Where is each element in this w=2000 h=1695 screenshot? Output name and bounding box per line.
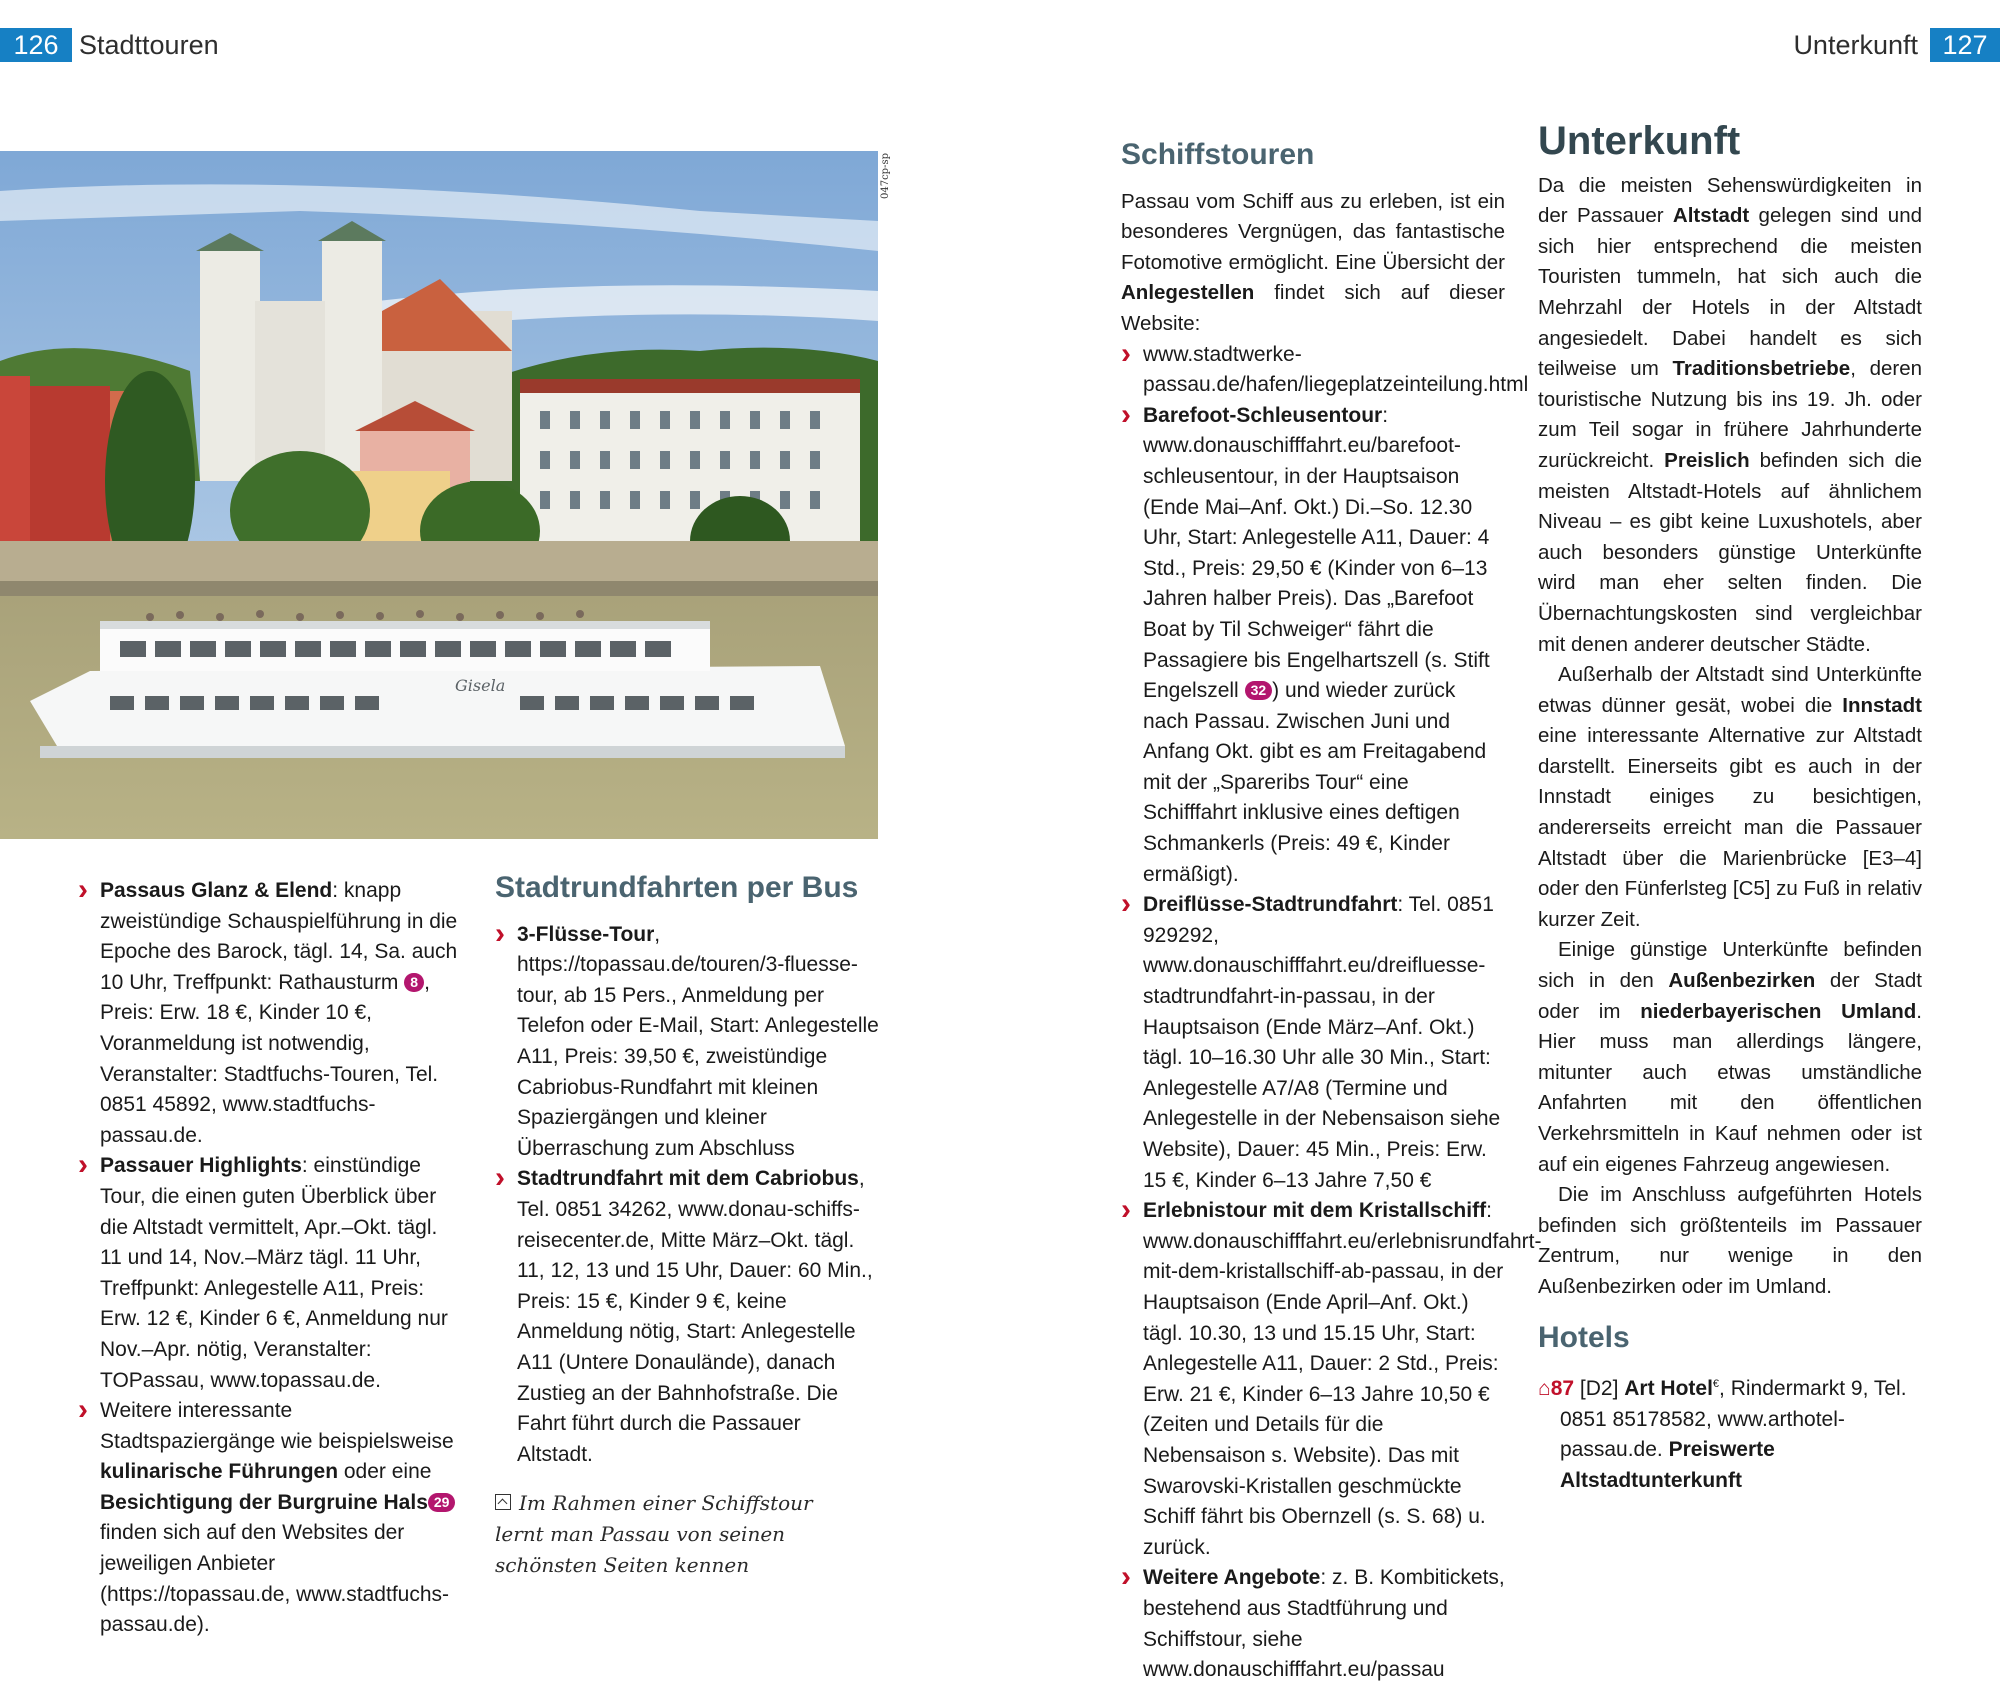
list-item: › Barefoot-Schleusentour: www.donauschifffahrt.eu/barefoot-schleusentour, in der Hauptsaison (Ende Mai–Anf. Okt.) Di.–So. 12.30 Uhr, Start: Anlegestelle A11, Dauer: 4 Std., Preis: 29,50 € (Kinder von 6–13 Jahren halber Preis). Das „Barefoot Boat by Til Schweiger“ fährt die Passagiere bis Engelhartszell (s. Stift Engelszell 32 ) und wieder zurück nach Passau. Zwischen Juni und Anfang Okt. gibt es am Freitagabend mit der „Spareribs Tour“ eine Schifffahrt inklusive eines deftigen Schmankerls (Preis: 49 €, Kinder ermäßigt).	[1121, 401, 1505, 891]
photo-credit: 047cp-sp	[880, 153, 891, 200]
list-item: › Passaus Glanz & Elend: knapp zweistündige Schauspielführung in die Epoche des Barock, tägl. 14, Sa. auch 10 Uhr, Treffpunkt: Rathausturm 8 , Preis: Erw. 18 €, Kinder 10 €, Voranmeldung ist notwendig, Veranstalter: Stadtfuchs-Touren, Tel. 0851 45892, www.stadtfuchs-passau.de.	[78, 876, 460, 1151]
accommodation-heading: Unterkunft	[1538, 119, 1741, 163]
list-item: › 3-Flüsse-Tour, https://topassau.de/touren/3-fluesse-tour, ab 15 Pers., Anmeldung per Telefon oder E-Mail, Start: Anlegestelle A11, Preis: 39,50 €, zweistündige Cabriobus-Rundfahrt mit kleinen Spaziergängen und kleiner Überraschung zum Abschluss	[495, 920, 880, 1165]
left-tour-list	[78, 876, 460, 1641]
right-running-title: Unterkunft	[1793, 30, 1918, 60]
hotels-heading: Hotels	[1538, 1320, 1630, 1354]
bus-tours-section	[495, 873, 880, 1470]
list-item: › Dreiflüsse-Stadtrundfahrt: Tel. 0851 929292, www.donauschifffahrt.eu/dreifluesse-stadtrundfahrt-in-passau, in der Hauptsaison (Ende März–Anf. Okt.) tägl. 10–16.30 Uhr alle 30 Min., Start: Anlegestelle A7/A8 (Termine und Anlegestelle in der Nebensaison siehe Website), Dauer: 45 Min., Preis: Erw. 15 €, Kinder 6–13 Jahre 7,50 €	[1121, 890, 1505, 1196]
ship-section-heading: Schiffstouren	[1121, 138, 1315, 171]
right-page-number: 127	[1930, 28, 2000, 62]
list-item: › www.stadtwerke-passau.de/hafen/liegeplatzeinteilung.html	[1121, 340, 1505, 401]
list-item: › Weitere Angebote: z. B. Kombitickets, bestehend aus Stadtführung und Schiffstour, siehe www.donauschifffahrt.eu/passau	[1121, 1563, 1505, 1685]
map-marker-badge: 29	[428, 1493, 456, 1512]
caption-arrow-icon	[495, 1494, 511, 1510]
bus-section-heading: Stadtrundfahrten per Bus	[495, 871, 859, 904]
hotel-icon: ⌂87	[1538, 1377, 1575, 1401]
list-item: › Passauer Highlights: einstündige Tour, die einen guten Überblick über die Altstadt vermittelt, Apr.–Okt. tägl. 11 und 14, Nov.–März tägl. 11 Uhr, Treffpunkt: Anlegestelle A11, Preis: Erw. 12 €, Kinder 6 €, Anmeldung nur Nov.–Apr. nötig, Veranstalter: TOPassau, www.topassau.de.	[78, 1151, 460, 1396]
list-item: › Stadtrundfahrt mit dem Cabriobus, Tel. 0851 34262, www.donau-schiffs-reisecenter.de, Mitte März–Okt. tägl. 11, 12, 13 und 15 Uhr, Dauer: 60 Min., Preis: 15 €, Kinder 9 €, keine Anmeldung nötig, Start: Anlegestelle A11 (Untere Donaulände), danach Zustieg an der Bahnhofstraße. Die Fahrt führt durch die Passauer Altstadt.	[495, 1164, 880, 1470]
ship-tours-section	[1121, 138, 1542, 1686]
left-running-title: Stadttouren	[79, 30, 219, 60]
left-page-number: 126	[0, 28, 72, 62]
hotel-entry: ⌂87 [D2] Art Hotel€, Rindermarkt 9, Tel. 0851 85178582, www.arthotel-passau.de. Preiswerte Altstadtunterkunft	[1538, 1377, 1907, 1492]
list-item: › Erlebnistour mit dem Kristallschiff: www.donauschifffahrt.eu/erlebnisrundfahrt-mit-dem-kristallschiff-ab-passau, in der Hauptsaison (Ende April–Anf. Okt.) tägl. 10.30, 13 und 15.15 Uhr, Start: Anlegestelle A11, Dauer: 2 Std., Preis: Erw. 21 €, Kinder 6–13 Jahre 10,50 € (Zeiten und Details für die Nebensaison s. Website). Das mit Swarovski-Kristallen geschmückte Schiff fährt bis Obernzell (s. S. 68) u. zurück.	[1121, 1196, 1505, 1563]
passau-river-photo	[0, 151, 878, 839]
accommodation-paragraph: Einige günstige Unterkünfte befinden sich in den Außenbezirken der Stadt oder im niederbayerischen Umland. Hier muss man allerdings längere, mitunter auch etwas umständliche Anfahrten mit den öffentlichen Verkehrsmitteln in Kauf nehmen oder ist auf ein eigenes Fahrzeug angewiesen.	[1538, 938, 1922, 1176]
accommodation-paragraph: Außerhalb der Altstadt sind Unterkünfte etwas dünner gesät, wobei die Innstadt eine interessante Alternative zur Altstadt darstellt. Einerseits gibt es auch in der Innstadt einiges zu besichtigen, andererseits erreicht man die Passauer Altstadt über die Marienbrücke [E3–4] oder den Fünferlsteg [C5] zu Fuß in relativ kurzer Zeit.	[1538, 663, 1922, 931]
ship-intro: Passau vom Schiff aus zu erleben, ist ein besonderes Vergnügen, das fantastische Fotomotive ermöglicht. Eine Übersicht der Anlegestellen findet sich auf dieser Website:	[1121, 189, 1505, 335]
list-item: › Weitere interessante Stadtspaziergänge wie beispielsweise kulinarische Führungen oder eine Besichtigung der Burgruine Hals 29 finden sich auf den Websites der jeweiligen Anbieter (https://topassau.de, www.stadtfuchs-passau.de).	[78, 1396, 460, 1641]
photo-caption: Im Rahmen einer Schiffstour lernt man Passau von seinen schönsten Seiten kennen	[495, 1491, 813, 1577]
map-marker-badge: 32	[1245, 681, 1273, 700]
svg-text:Gisela: Gisela	[455, 676, 506, 695]
accommodation-section	[1538, 119, 1922, 1497]
accommodation-paragraph: Da die meisten Sehenswürdigkeiten in der Passauer Altstadt gelegen sind und sich hier entsprechend die meisten Touristen tummeln, hat sich auch die Mehrzahl der Hotels in der Altstadt angesiedelt. Dabei handelt es sich teilweise um Traditionsbetriebe, deren touristische Nutzung bis ins 19. Jh. oder zum Teil sogar in frühere Jahrhunderte zurückreicht. Preislich befinden sich die meisten Altstadt-Hotels auf ähnlichem Niveau – es gibt keine Luxushotels, aber auch besonders günstige Unterkünfte wird man eher selten finden. Die Übernachtungskosten sind vergleichbar mit denen anderer deutscher Städte.	[1538, 173, 1922, 656]
map-marker-badge: 8	[404, 973, 424, 992]
accommodation-paragraph: Die im Anschluss aufgeführten Hotels befinden sich größtenteils im Passauer Zentrum, nur wenige in den Außenbezirken oder im Umland.	[1538, 1183, 1922, 1298]
